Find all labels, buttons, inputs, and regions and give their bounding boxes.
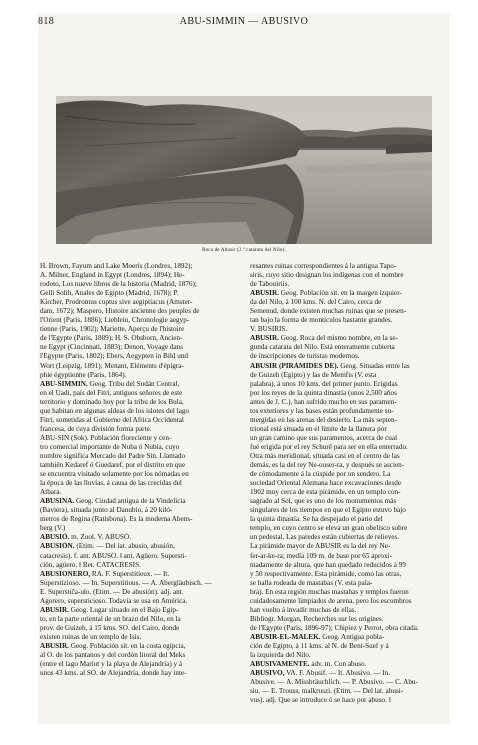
text-line: ABUSINA. Geog. Ciudad antigua de la Vindelicia: [40, 497, 186, 506]
text-line: un gran camino que sus paramentos, acerca de cual: [250, 433, 398, 442]
text-line: se encuentra visitado solamente por los nómadas en: [40, 470, 189, 479]
text-line: (entre el lago Mariut y la playa de Alejandría) y á: [40, 660, 183, 669]
text-line: Semenud, donde existen muchas ruinas que se presen-: [250, 307, 407, 316]
text-line: Wort (Leipzig, 1891); Menant, Eléments d'épigra-: [40, 361, 184, 370]
text-line: territorio y dominado hoy por la tribu de los Bula,: [40, 397, 184, 406]
text-line: un pedestal. Las paredes están cubiertas de relieves.: [250, 533, 400, 542]
text-line: ABUSIR. Geog. Roca del mismo nombre, en la se-: [250, 334, 398, 343]
text-line: ABUSIR. Geog. Población sit. en la costa egipcia,: [40, 641, 186, 650]
text-line: se halla rodeada de mastabas (V. esta pala-: [250, 578, 373, 587]
text-line: l'Orient (Paris, 1886); Lieblein, Chronologie aegyp-: [40, 316, 190, 325]
text-line: ción, agüero. ǁ Ret. CATACRESIS.: [40, 560, 141, 569]
text-line: E. Superstiĉa-ulo. (Etim. — De abusión). adj. ant.: [40, 587, 184, 596]
text-line: ABUSIÓ. m. Zool. V. ABUSÓ.: [40, 533, 131, 542]
text-line: siris, cuyo sitio designan los indígenas con el nombre: [250, 271, 404, 280]
text-line: tienne (Paris, 1902); Mariette, Aperçu de l'histoire: [40, 325, 185, 334]
text-line: de Guizeh (Egipto) y las de Memfis (V. esta: [250, 370, 377, 379]
text-line: dam, 1672); Maspero, Histoire ancienne des peuples de: [40, 307, 200, 316]
text-line: ABUSIR. Geog. Lugar situado en el Bajo Egip-: [40, 605, 179, 614]
left-text-column: [40, 262, 240, 678]
running-title: ABU-SIMMIN — ABUSIVO: [179, 16, 309, 27]
text-line: han vuelto á invadir muchas de ellas.: [250, 605, 357, 614]
text-line: en el Uadi, país del Fitri, antiguos señores de este: [40, 388, 183, 397]
text-line: la quinta dinastía. Se ha despejado el patio del: [250, 515, 383, 524]
text-line: rodoto, Los nueve libros de la historia (Madrid, 1876);: [40, 280, 197, 289]
text-line: ne Egypt (Cincinnati, 1883); Denon, Voyage dans: [40, 343, 184, 352]
text-line: que habitan en algunas aldeas de los islotes del lago: [40, 406, 190, 415]
text-line: al O. de los pantanos y del cordón litoral del Meks: [40, 651, 186, 660]
text-line: H. Brown, Fayum and Lake Moeris (Londres, 1892);: [40, 262, 193, 270]
text-line: singulares de los tiempos en que el Egipto estuvo bajo: [250, 506, 406, 515]
text-line: tan bajo la forma de montículos bastante grandes.: [250, 316, 393, 325]
text-line: cuidadosamente limpiados de arena, pero los escombros: [250, 596, 412, 605]
text-line: sociedad Oriental Alemana hace excavaciones desde: [250, 479, 402, 488]
text-line: Otra más meridional, situada casi en el centro de las: [250, 451, 400, 460]
text-line: ABUSIÓN. (Etim. — Del lat. abusio, abusión,: [40, 542, 175, 551]
text-line: demás, es la del rey Ne-ouser-ra, y después se ascien-: [250, 461, 405, 470]
text-line: da del Nilo, á 100 kms. N. del Cairo, cerca de: [250, 298, 382, 307]
text-line: ABU-SIMMIN. Geog. Tribu del Sudán Central,: [40, 379, 180, 388]
text-line: Bibliogr. Morgan, Recherches sur les origines: [250, 614, 382, 623]
page-number: 818: [38, 16, 55, 27]
text-line: existen ruinas de un templo de Isis.: [40, 632, 142, 641]
text-line: también Kedaref ó Guedaref, por el distrito en que: [40, 461, 186, 470]
text-line: Agorero, supersticioso. Todavía se usa en América.: [40, 596, 188, 605]
text-line: Atbara.: [40, 488, 62, 497]
text-line: fer-ar-ke-ra; medía 109 m. de base por 65 aproxi-: [250, 551, 393, 560]
text-line: (Baviera), situada junto al Danubio, á 20 kiló-: [40, 506, 173, 515]
text-line: mergidas en las arenas del desierto. La más septen-: [250, 415, 397, 424]
text-line: unos 43 kms. al SO. de Alejandría, donde hay inte-: [40, 669, 187, 678]
text-line: madamente de altura, que han quedado reducidos á 99: [250, 560, 406, 569]
text-line: Superstizioso. — In. Superstitious. — A. Abergläubisch. —: [40, 578, 212, 587]
text-line: la izquierda del Nilo.: [250, 651, 311, 660]
text-line: A. Milner, England in Egypt (Londres, 1894); He-: [40, 271, 185, 280]
text-line: V. BUSIRIS.: [250, 325, 288, 334]
text-line: prov. de Guizeh, á 15 kms. SO. del Cairo, donde: [40, 623, 180, 632]
text-line: la época de las lluvias, á causa de las crecidas del: [40, 479, 182, 488]
text-line: nombre significa Mercado del Padre Sin. Llamado: [40, 451, 186, 460]
text-line: de l'Egypte (Paris, 1896-97); Chipiez y Perrot, obra citada.: [250, 623, 419, 632]
text-line: ABUSIR-EL-MALEK. Geog. Antigua pobla-: [250, 632, 385, 641]
text-line: ABUSIR. Geog. Población sit. en la margen izquier-: [250, 289, 402, 298]
text-line: de cómodamente á la cúspide por un sendero. La: [250, 470, 391, 479]
text-line: l'Egypte (Paris, 1802); Ebers, Aegypten in Bild und: [40, 352, 189, 361]
text-line: de Tabouiriis.: [250, 280, 290, 289]
text-line: resantes ruinas correspondientes á la antigua Tapo-: [250, 262, 397, 270]
text-line: antes de J. C.), han sufrido mucho en sus paramen-: [250, 397, 397, 406]
text-line: Abusive. — A. Missbräuchlich. — P. Abusivo. — C. Abu-: [250, 678, 418, 687]
text-line: vus). adj. Que se introduce ó se hace por abuso. ǁ: [250, 696, 391, 705]
text-line: Fitri, sometidas al Gobierno del Africa Occidental: [40, 415, 184, 424]
right-text-column: [250, 262, 450, 705]
text-line: 1902 muy cerca de esta pirámide, en un templo con-: [250, 488, 401, 497]
text-line: bra). En esta región muchas mastabas y templos fueron: [250, 587, 409, 596]
text-line: metros de Regina (Ratisbona). Es la moderna Abens-: [40, 515, 193, 524]
text-line: tos exteriores y las bases están profundamente su-: [250, 406, 394, 415]
text-line: siu. — E. Trouss, malkruszi. (Etim. — Del lat. abusi-: [250, 687, 404, 696]
text-line: ABUSIVO, VA. F. Abusif. — It. Abusivo. — In.: [250, 669, 391, 678]
text-line: catacresis). f. ant. ABUSO. ǁ ant. Agüero. Supersti-: [40, 551, 187, 560]
text-line: de inscripciones de turistas modernos.: [250, 352, 360, 361]
text-line: berg (V.): [40, 524, 66, 533]
text-line: francesa, de cuya división forma parte.: [40, 424, 152, 433]
engraving-photo: [56, 96, 432, 244]
text-line: de l'Egypte (Paris, 1889); H. S. Obsborn, Ancien-: [40, 334, 183, 343]
text-line: templo, en cuyo centro se eleva un gran obelisco sobre: [250, 524, 408, 533]
text-line: ción de Egipto, á 11 kms. al N. de Beni-Suef y á: [250, 641, 389, 650]
text-line: palabra), á unos 10 kms. del primer punto. Erigidas: [250, 379, 398, 388]
running-header: [38, 16, 450, 30]
text-line: trional está situada en el límite de la llanura por: [250, 424, 387, 433]
text-line: phie égyptienne (Paris, 1864).: [40, 370, 127, 379]
figure-caption: Roca de Abusir (2.ª catarata del Nilo).: [202, 248, 286, 253]
text-line: Kircher, Prodromus coptus sive aegiptiacus (Amster-: [40, 298, 193, 307]
text-line: La pirámide mayor de ABUSIR es la del rey Ne-: [250, 542, 391, 551]
text-line: Gelli Solih, Anales de Egipto (Madrid, 1678); P.: [40, 289, 179, 298]
text-line: por los reyes de la quinta dinastía (unos 2,500 años: [250, 388, 397, 397]
text-line: ABUSIVAMENTE. adv. m. Con abuso.: [250, 660, 367, 669]
text-line: gunda catarata del Nilo. Está enteramente cubierta: [250, 343, 395, 352]
text-line: ABUSIR (PIRÁMIDES DE). Geog. Situadas entre las: [250, 361, 410, 370]
text-line: y 50 respectivamente. Esta pirámide, como las otras,: [250, 569, 402, 578]
text-line: fué erigida por el rey Schurê para ser en ella enterrado.: [250, 442, 408, 451]
text-line: sagrado al Sol, que es uno de los monumentos más: [250, 497, 397, 506]
rock-landscape-illustration: [56, 96, 432, 244]
text-line: ABUSIONERO, RA. F. Superstitieux. — It.: [40, 569, 170, 578]
text-line: tro comercial importante de Nuba ó Nubia, cuyo: [40, 442, 180, 451]
book-page: [38, 14, 450, 724]
text-line: ABU-SIN (Sok). Población floreciente y cen-: [40, 433, 172, 442]
text-line: to, en la parte oriental de un brazo del Nilo, en la: [40, 614, 181, 623]
